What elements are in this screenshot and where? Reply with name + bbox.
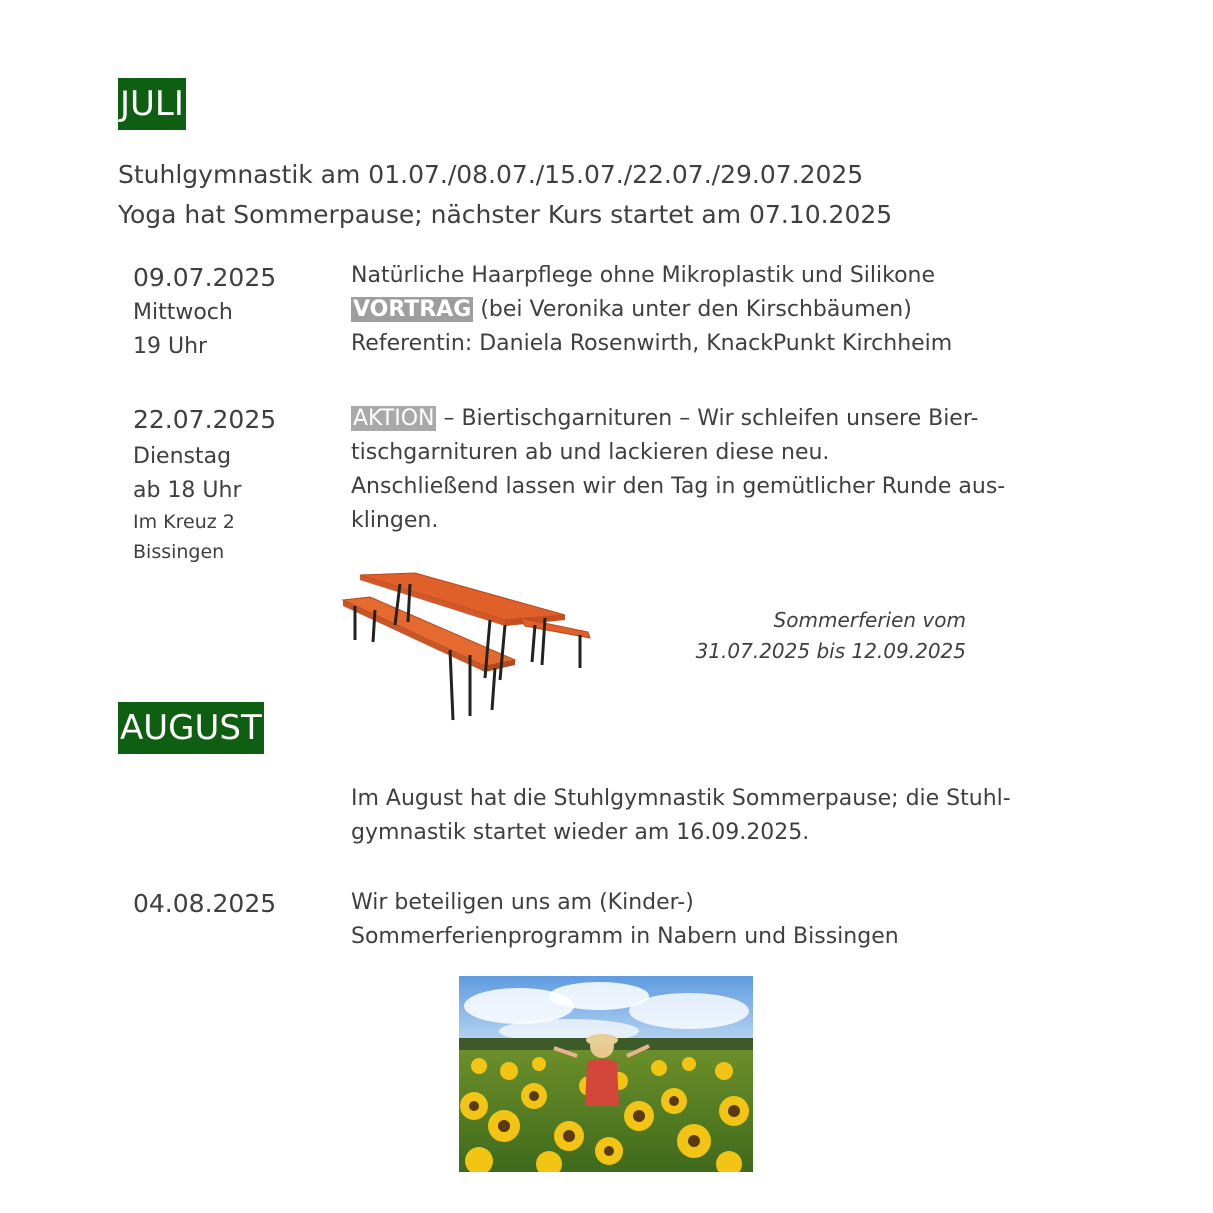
beer-table-image: [340, 570, 600, 725]
event-address: Im Kreuz 2: [133, 511, 235, 533]
event-time: 19 Uhr: [133, 334, 208, 359]
vortrag-tag: VORTRAG: [353, 297, 472, 322]
month-header-juli: JULI: [118, 78, 186, 130]
event-title: Wir beteiligen uns am (Kinder-): [351, 890, 694, 915]
event-date: 22.07.2025: [133, 405, 277, 434]
event-date: 04.08.2025: [133, 889, 277, 918]
event-time: ab 18 Uhr: [133, 478, 242, 503]
sunflower-image: [459, 976, 753, 1172]
august-note-line2: gymnastik startet wieder am 16.09.2025.: [351, 820, 810, 845]
event-day: Dienstag: [133, 444, 232, 469]
holiday-note-line1: Sommerferien vom: [773, 608, 966, 632]
event-date: 09.07.2025: [133, 263, 277, 292]
intro-stuhlgymnastik: Stuhlgymnastik am 01.07./08.07./15.07./22.07./29.07.2025: [118, 160, 864, 189]
event-location: (bei Veronika unter den Kirschbäumen): [473, 297, 912, 322]
event-line: Sommerferienprogramm in Nabern und Bissingen: [351, 924, 899, 949]
event-line: klingen.: [351, 508, 439, 533]
event-speaker: Referentin: Daniela Rosenwirth, KnackPunkt Kirchheim: [351, 331, 953, 356]
event-title: – Biertischgarnituren – Wir schleifen unsere Bier-: [436, 406, 979, 431]
event-line: Anschließend lassen wir den Tag in gemütlicher Runde aus-: [351, 474, 1006, 499]
holiday-note-line2: 31.07.2025 bis 12.09.2025: [695, 639, 966, 663]
aktion-tag: AKTION: [353, 406, 435, 431]
event-town: Bissingen: [133, 541, 225, 563]
august-note-line1: Im August hat die Stuhlgymnastik Sommerpause; die Stuhl-: [351, 786, 1011, 811]
event-line: [351, 402, 978, 436]
event-day: Mittwoch: [133, 300, 233, 325]
event-line: [351, 293, 912, 327]
sunflower-field-icon: [459, 976, 753, 1172]
event-title: Natürliche Haarpflege ohne Mikroplastik und Silikone: [351, 263, 936, 288]
month-header-august: AUGUST: [118, 702, 264, 754]
beer-table-icon: [340, 570, 600, 725]
event-line: tischgarnituren ab und lackieren diese neu.: [351, 440, 830, 465]
intro-yoga: Yoga hat Sommerpause; nächster Kurs startet am 07.10.2025: [118, 200, 893, 229]
